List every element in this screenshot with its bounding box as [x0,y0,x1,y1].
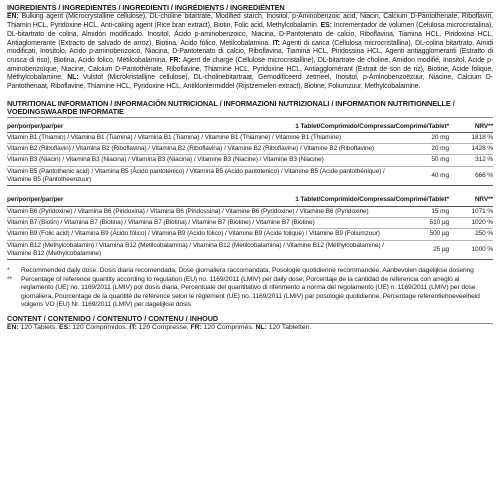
nutrient-nrv: 666 % [453,166,493,186]
nutrient-amount: 15 mg [431,207,449,215]
nutrient-nrv: 1000 % [453,240,493,260]
content-en: 120 Tablets. [20,324,58,332]
nutrient-name-text: Vitamin B2 (Riboflavin) / Vitamina B2 (Riboflavina) / Vitamina B2 (Riboflavina) / Vitamine B2 (Riboflavine) / Vitamine B2 (Riboflavine) [7,145,375,153]
nutrient-name: Vitamin B6 (Pyridoxine) / Vitamina B6 (Piridoxina) / Vitamina B6 (Piridossina) / Vitamine B6 (Pyridoxine) / Vitamine B6 (Pyridoxine) [7,207,369,215]
nutrient-amount: 20 mg [431,133,449,141]
table-row [7,144,493,155]
nutrient-nrv: 1020 % [453,217,493,228]
content-fr: 120 Comprimés. [203,324,254,332]
footnote-reference-quantity [7,276,493,310]
nutrient-amount: 50 mg [405,155,453,166]
table-row [7,155,493,166]
table-row [7,217,493,228]
header-per: per/por/per/par/per [7,123,405,133]
ingredients-lang-code-nl: NL: [67,74,79,82]
nutrition-table-1-header [7,123,493,133]
nutrient-name: Vitamin B5 (Pantothenic acid) / Vitamina B5 (Ácido pantoténico) / Vitamina B5 (Acido pantotenico) / Vitamine B5 (Acide pantothénique) / Vitamine B5 (Pantotheenzuur) [7,166,405,186]
ingredients-fr: Agent de charge (Cellulose microcristalline), DL-bitartrate de choline, Amidon modifié, Inositol, Acide p-aminobenzoïque, Niacine, Calcium D-Pantothénate, Riboflavine, Thiamine HCL, Pyridoxine HCL, Antiagglomérant (Extrait de son de riz), Biotine, Acide folique, Méthylcobalamine. [7,56,494,82]
ingredients-nl: Vulstof (Microkristallijne cellulose), DL-cholinebitartraat, Gemodificeerd zetmeel, Inositol, p-Aminobenzoëzuur, Niacine, Calcium D-Pantothenaat, Riboflavine, Thiamine HCL, Pyridoxine HCL, Antiklontermiddel (Rijstzemelen extract), Biotine, Foliumzuur, Methylcobalamine. [7,74,493,91]
ingredients-es: Incrementador de volumen (Celulosa microcristalina), DL-bitartrato de colina, Almidón modificado, Inositol, Ácido p-aminobenzoico, Niacina, D-Pantotenato de calcio, Riboflavina, Tiamina HCL, Piridoxina HCL, Antiaglomerante (Extracto de salvado de arroz), Biotina, Ácido fólico, Metilcobalamina. [7,22,493,47]
nutrient-nrv: 1071 % [471,207,493,215]
ingredients-lang-code-en: EN: [7,13,19,21]
nutrient-amount: 20 mg [405,144,453,155]
nutrition-table-1 [7,123,493,187]
ingredients-text [7,13,493,91]
ingredients-it: Agenti di carica (Cellulosa microcristallina), DL-colina bitartrato, Amidi modificati, Inositolo, Acido p-aminobenzoico, Niacina, D-Pantotenato di calcio, Riboflavina, Tiamina HCL, Piridossina HCL, Agenti antiagglomeranti (Estratto di crusca di riso), Biotina, Acido folico, Metilcobalamina. [7,39,493,64]
content-line [7,324,493,332]
ingredients-lang-code-it: IT: [272,39,280,47]
content-nl: 120 Tabletten. [268,324,312,332]
table-row [7,132,493,143]
header-per: per/por/per/par/per [7,196,405,206]
content-code-fr: FR: [190,324,202,332]
table-row [7,229,493,240]
header-serving: 1 Tablet/Comprimido/Compressa/Comprimé/Tablet* [295,196,449,204]
table-row [7,206,493,217]
nutrition-title-line2: VOEDINGSWAARDE INFORMATIE [7,107,124,117]
nutrient-name: Vitamin B3 (Niacin) / Vitamina B3 (Niacina) / Vitamina B3 (Niacina) / Vitamine B3 (Niacine) / Vitamine B3 (Niacine) [7,155,405,166]
nutrition-table-2-header [7,196,493,206]
ingredients-title: INGREDIENTS / INGREDIENTES / INGREDIENTI / INGRÉDIENTS / INGREDIËNTEN [7,4,493,13]
nutrient-nrv: 250 % [453,229,493,240]
ingredients-en: Bulking agent (Microcrystalline cellulose), DL-choline bitartrate, Modified starch, Inositol, p-Aminobenzoic acid, Niacin, Calcium D-Pantothenate, Riboflavin, Thiamin HCL, Pyridoxine HCL, Anti-caking agent (Rice bran extract), Biotin, Folic acid, Methylcobalamin. [7,13,493,30]
content-code-en: EN: [7,324,19,332]
header-nrv: NRV** [453,196,493,206]
nutrient-amount: 510 µg [405,217,453,228]
nutrient-amount: 40 mg [405,166,453,186]
content-it: 120 Compresse. [138,324,189,332]
footnote-text: Recommended daily dose. Dosis diaria recomendada, Dose giornaliera raccomandata, Posologie quotidienne recommandée, Aanbevolen dagelijkse dosering [21,267,474,275]
nutrition-title-line1: NUTRITIONAL INFORMATION / INFORMACIÓN NUTRICIONAL / INFORMAZIONI NUTRIZIONALI / INFORMATION NUTRITIONNELLE / [7,98,455,108]
content-code-nl: NL: [255,324,267,332]
footnotes [7,267,493,310]
table-row [7,166,493,186]
nutrition-table-2 [7,196,493,260]
header-serving: 1 Tablet/Comprimido/Compressa/Comprimé/Tablet* [295,122,449,130]
nutrient-amount: 500 µg [405,229,453,240]
nutrient-name: Vitamin B12 (Methylcobalamin) / Vitamina B12 (Metilcobalamina) / Vitamina B12 (Metilcobalamina) / Vitamine B12 (Méthylcobalamine) / Vitamine B12 (Methylcobalamine) [7,240,405,260]
content-es: 120 Comprimidos. [72,324,128,332]
content-code-es: ES: [59,324,71,332]
nutrient-nrv: 1428 % [453,144,493,155]
nutrient-nrv: 1818 % [471,133,493,141]
header-nrv: NRV** [453,123,493,133]
footnote-mark: ** [7,275,13,283]
table-row [7,240,493,260]
footnote-mark: * [7,267,10,275]
content-title: CONTENT / CONTENIDO / CONTENUTO / CONTENU / INHOUD [7,315,493,324]
nutrient-name: Vitamin B9 (Folic acid) / Vitamina B9 (Ácido fólico) / Vitamina B9 (Acido folico) / Vitamine B9 (Acide folique) / Vitamine B9 (Foliumzuur) [7,229,405,240]
nutrient-name: Vitamin B7 (Biotin) / Vitamina B7 (Biotina) / Vitamina B7 (Biotina) / Vitamine B7 (Biotine) / Vitamine B7 (Biotine) [7,217,405,228]
ingredients-lang-code-fr: FR: [169,56,181,64]
footnote-text: Percentage of reference quantity according to regulation (EU) no. 1169/2011 (LMIV) per daily dose, Porcentaje de la cantidad de referencia con arreglo al reglamento (UE) no. 1169/2011 (LMIV) por dosis diaria, Percentuale del quantitativo di riferimento a norma del regolamento (UE) n. 1169/2011 (LMIV) per dose giornaliera, Pourcentage de la quantité de référence selon le règlement (UE) no. 1169/2011 (LMIV) par posologie quotidienne, Percentage referentiehoeveelheid volgens VO (EU) Nr. 1169/2011 (LMIV) per dagelijkse dosis [21,275,480,309]
nutrition-title [7,100,493,118]
nutrient-amount: 25 µg [405,240,453,260]
nutrient-nrv: 312 % [453,155,493,166]
ingredients-lang-code-es: ES: [320,22,332,30]
label-page [7,4,493,333]
content-code-it: IT: [129,324,137,332]
nutrient-name [7,144,405,155]
nutrient-name: Vitamin B1 (Thiamin) / Vitamina B1 (Tiamina) / Vitamina B1 (Tiamina) / Vitamine B1 (Thiamine) / Vitamine B1 (Thiamine) [7,133,341,141]
footnote-recommended-dose [7,267,493,276]
